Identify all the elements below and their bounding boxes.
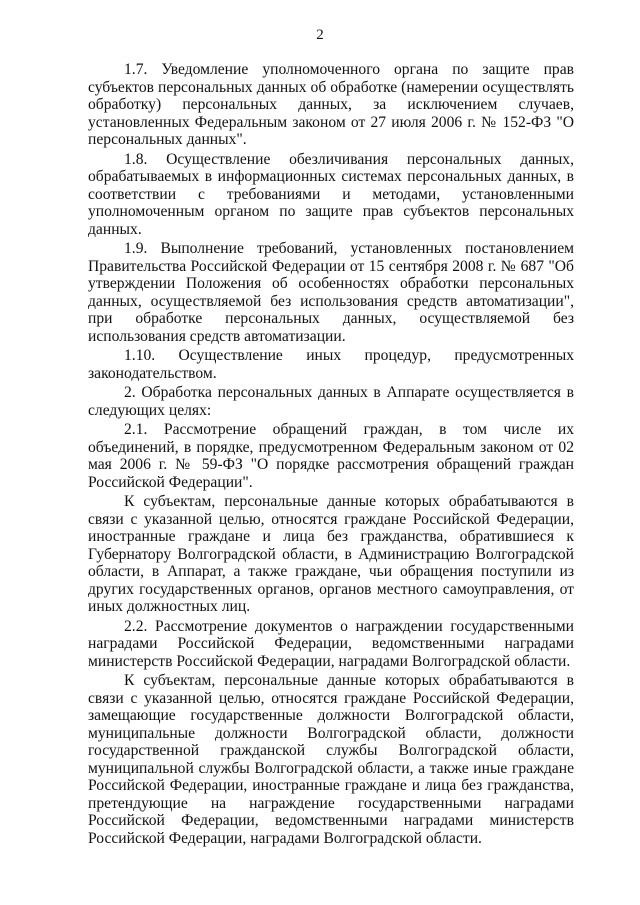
page-number: 2: [316, 27, 324, 43]
paragraph-2-1: 2.1. Рассмотрение обращений граждан, в том числе их объединений, в порядке, предусмотренном Федеральным законом от 02 мая 2006 г. № 59-ФЗ "О порядке рассмотрения обращений граждан Российской Федерации".: [88, 421, 574, 491]
paragraph-2-1-subjects: К субъектам, персональные данные которых обрабатываются в связи с указанной целью, относятся граждане Российской Федерации, иностранные граждане и лица без гражданства, обратившиеся к Губернатору Волгоградской области, в Администрацию Волгоградской области, в Аппарат, а также граждане, чьи обращения поступили из других государственных органов, органов местного самоуправления, от иных должностных лиц.: [88, 493, 574, 615]
paragraph-2: 2. Обработка персональных данных в Аппарате осуществляется в следующих целях:: [88, 384, 574, 419]
paragraph-2-2: 2.2. Рассмотрение документов о награждении государственными наградами Российской Федерации, ведомственными наградами министерств Российской Федерации, наградами Волгоградской области.: [88, 617, 574, 670]
paragraph-1-9: 1.9. Выполнение требований, установленных постановлением Правительства Российской Федерации от 15 сентября 2008 г. № 687 "Об утверждении Положения об особенностях обработки персональных данных, осуществляемой без использования средств автоматизации", при обработке персональных данных, осуществляемой без использования средств автоматизации.: [88, 240, 574, 345]
paragraph-2-2-subjects: К субъектам, персональные данные которых обрабатываются в связи с указанной целью, относятся граждане Российской Федерации, замещающие государственные должности Волгоградской области, муниципальные должности Волгоградской области, должности государственной гражданской службы Волгоградской области, муниципальной службы Волгоградской области, а также иные граждане Российской Федерации, иностранные граждане и лица без гражданства, претендующие на награждение государственными наградами Российской Федерации, ведомственными наградами министерств Российской Федерации, наградами Волгоградской области.: [88, 672, 574, 847]
paragraph-1-7: 1.7. Уведомление уполномоченного органа по защите прав субъектов персональных данных об обработке (намерении осуществлять обработку) персональных данных, за исключением случаев, установленных Федеральным законом от 27 июля 2006 г. № 152-ФЗ "О персональных данных".: [88, 61, 574, 148]
paragraph-1-8: 1.8. Осуществление обезличивания персональных данных, обрабатываемых в информационных системах персональных данных, в соответствии с требованиями и методами, установленными уполномоченным органом по защите прав субъектов персональных данных.: [88, 150, 574, 238]
paragraph-1-10: 1.10. Осуществление иных процедур, предусмотренных законодательством.: [88, 347, 574, 382]
document-body: [88, 61, 574, 847]
